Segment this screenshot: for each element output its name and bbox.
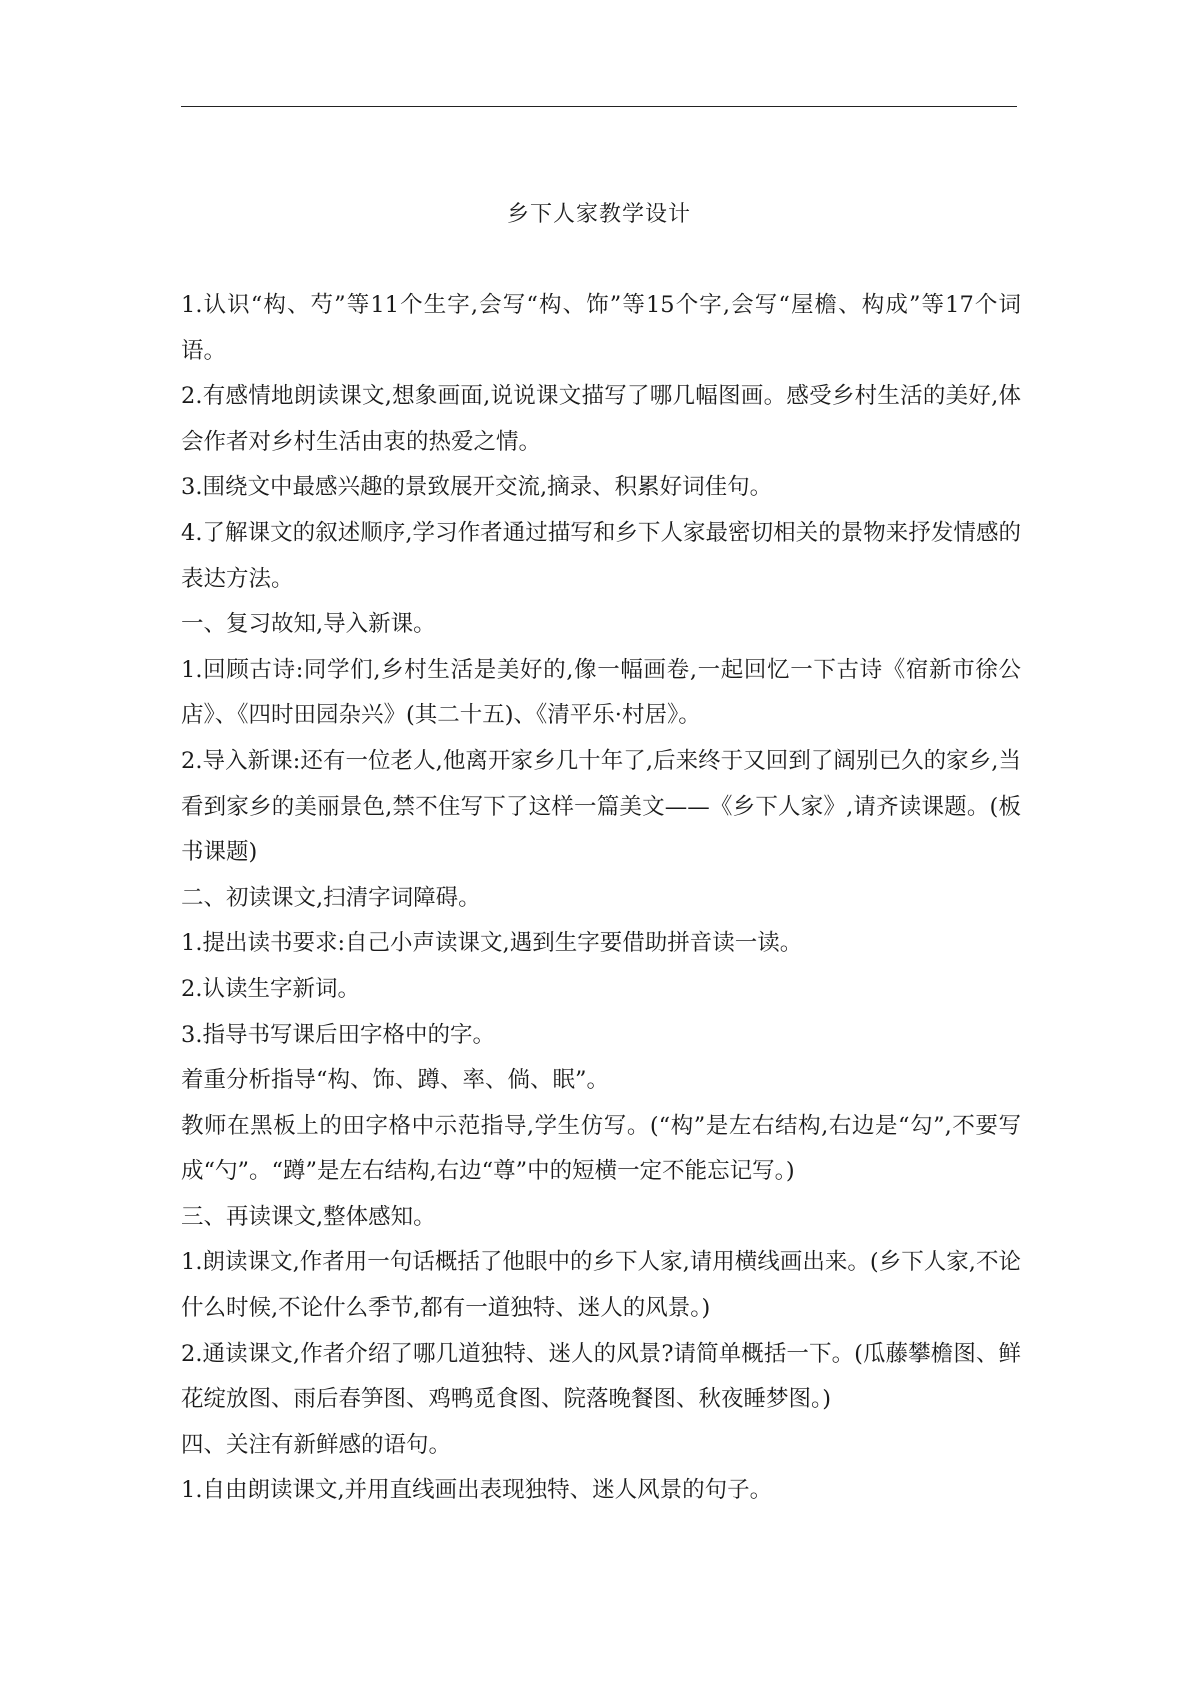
objective-2: 2.有感情地朗读课文,想象画面,说说课文描写了哪几幅图画。感受乡村生活的美好,体会作者对乡村生活由衷的热爱之情。 bbox=[181, 383, 1021, 455]
section-heading-1: 一、复习故知,导入新课。 bbox=[181, 611, 436, 638]
section-2-note-2: 教师在黑板上的田字格中示范指导,学生仿写。(“构”是左右结构,右边是“勾”,不要写成“勺”。“蹲”是左右结构,右边“尊”中的短横一定不能忘记写。) bbox=[181, 1112, 1021, 1185]
objective-4: 4.了解课文的叙述顺序,学习作者通过描写和乡下人家最密切相关的景物来抒发情感的表达方法。 bbox=[181, 519, 1021, 592]
section-4-item-1: 1.自由朗读课文,并用直线画出表现独特、迷人风景的句子。 bbox=[181, 1477, 773, 1504]
header-rule bbox=[181, 106, 1017, 107]
section-heading-2: 二、初读课文,扫清字词障碍。 bbox=[181, 884, 481, 911]
document-title: 乡下人家教学设计 bbox=[506, 202, 691, 227]
section-2-item-2: 2.认读生字新词。 bbox=[181, 975, 360, 1002]
document-body bbox=[181, 283, 1021, 1514]
section-2-note-1: 着重分析指导“构、饰、蹲、率、倘、眠”。 bbox=[181, 1067, 610, 1094]
objective-3: 3.围绕文中最感兴趣的景致展开交流,摘录、积累好词佳句。 bbox=[181, 474, 773, 501]
section-2-item-1: 1.提出读书要求:自己小声读课文,遇到生字要借助拼音读一读。 bbox=[181, 930, 803, 957]
section-heading-4: 四、关注有新鲜感的语句。 bbox=[181, 1431, 452, 1458]
section-heading-3: 三、再读课文,整体感知。 bbox=[181, 1203, 436, 1230]
section-3-item-1: 1.朗读课文,作者用一句话概括了他眼中的乡下人家,请用横线画出来。(乡下人家,不论什么时候,不论什么季节,都有一道独特、迷人的风景。) bbox=[181, 1249, 1021, 1322]
objective-1: 1.认识“构、芍”等11个生字,会写“构、饰”等15个字,会写“屋檐、构成”等17个词语。 bbox=[181, 292, 1021, 364]
section-2-item-3: 3.指导书写课后田字格中的字。 bbox=[181, 1021, 495, 1048]
section-3-item-2: 2.通读课文,作者介绍了哪几道独特、迷人的风景?请简单概括一下。(瓜藤攀檐图、鲜花绽放图、雨后春笋图、鸡鸭觅食图、院落晚餐图、秋夜睡梦图。) bbox=[181, 1340, 1021, 1413]
section-1-item-2: 2.导入新课:还有一位老人,他离开家乡几十年了,后来终于又回到了阔别已久的家乡,当看到家乡的美丽景色,禁不住写下了这样一篇美文——《乡下人家》,请齐读课题。(板书课题) bbox=[181, 747, 1021, 866]
section-1-item-1: 1.回顾古诗:同学们,乡村生活是美好的,像一幅画卷,一起回忆一下古诗《宿新市徐公店》、《四时田园杂兴》(其二十五)、《清平乐·村居》。 bbox=[181, 656, 1021, 729]
